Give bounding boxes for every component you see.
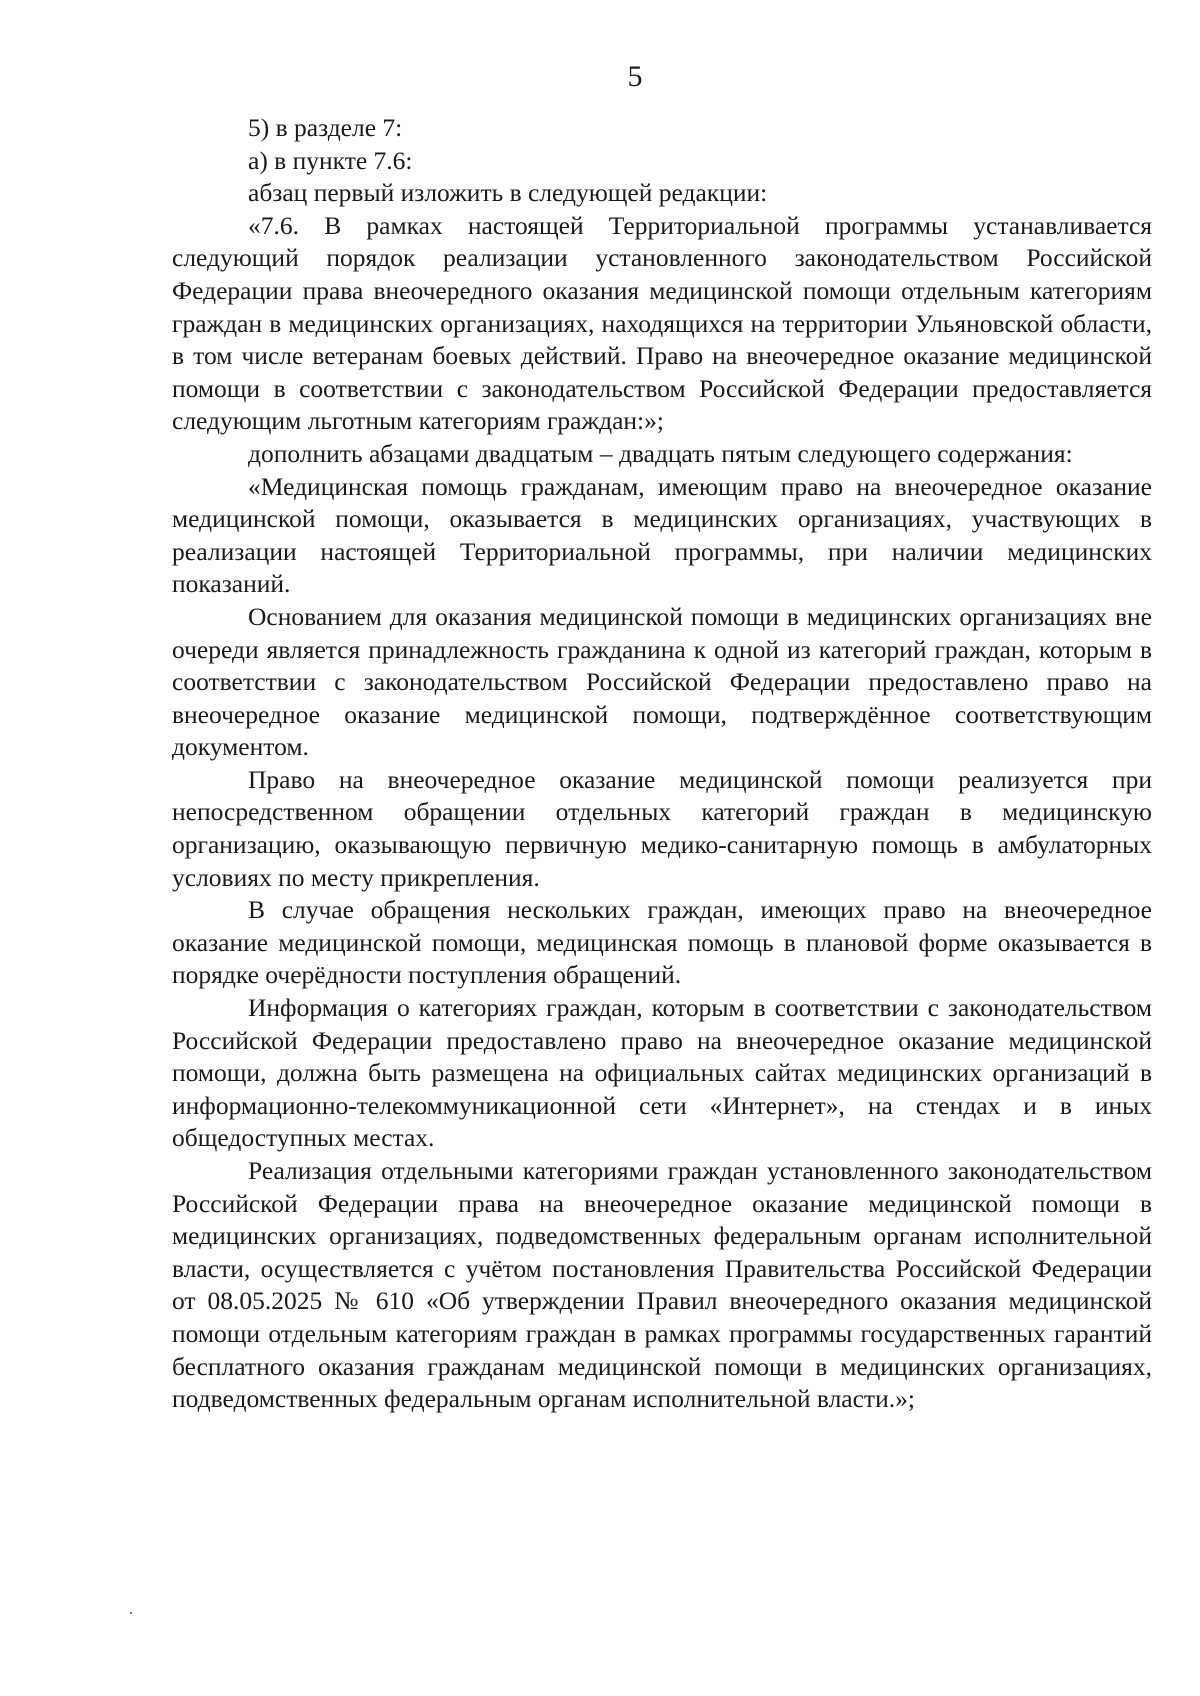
paragraph-supplement: дополнить абзацами двадцатым – двадцать пятым следующего содержания: bbox=[248, 438, 1073, 468]
paragraph-right: Право на внеочередное оказание медицинской помощи реализуется при непосредственном обращении отдельных категорий граждан в медицинскую организацию, оказывающую первичную медико-санитарную помощь в амбулаторных условиях по месту прикрепления. bbox=[172, 764, 1152, 892]
paragraph-basis: Основанием для оказания медицинской помощи в медицинских организациях вне очереди является принадлежность гражданина к одной из категорий граждан, которым в соответствии с законодательством Российской Федерации предоставлено право на внеочередное оказание медицинской помощи, подтверждённое соответствующим документом. bbox=[172, 601, 1152, 762]
paragraph-medical-help: «Медицинская помощь гражданам, имеющим право на внеочередное оказание медицинской помощи, оказывается в медицинских организациях, участвующих в реализации настоящей Территориальной программы, при наличии медицинских показаний. bbox=[172, 471, 1152, 599]
page-number: 5 bbox=[627, 60, 643, 93]
paragraph-implementation: Реализация отдельными категориями граждан установленного законодательством Российской Федерации права на внеочередное оказание медицинской помощи в медицинских организациях, подведомственных федеральным органам исполнительной власти, осуществляется с учётом постановления Правительства Российской Федерации от 08.05.2025 № 610 «Об утверждении Правил внеочередного оказания медицинской помощи отдельным категориям граждан в рамках программы государственных гарантий бесплатного оказания гражданам медицинской помощи в медицинских организациях, подведомственных федеральным органам исполнительной власти.»; bbox=[172, 1156, 1152, 1414]
paragraph-first-abzac: абзац первый изложить в следующей редакции: bbox=[248, 178, 768, 208]
paragraph-information: Информация о категориях граждан, которым в соответствии с законодательством Российской Федерации предоставлено право на внеочередное оказание медицинской помощи, должна быть размещена на официальных сайтах медицинских организаций в информационно-телекоммуникационной сети «Интернет», на стендах и в иных общедоступных местах. bbox=[172, 993, 1152, 1153]
paragraph-item-7-6: а) в пункте 7.6: bbox=[248, 145, 413, 175]
document-body bbox=[172, 112, 1152, 1416]
scan-dot bbox=[130, 1612, 132, 1614]
paragraph-section-7: 5) в разделе 7: bbox=[248, 113, 403, 142]
paragraph-several-citizens: В случае обращения нескольких граждан, имеющих право на внеочередное оказание медицинской помощи, медицинская помощь в плановой форме оказывается в порядке очерёдности поступления обращений. bbox=[172, 895, 1152, 990]
paragraph-7-6-text: «7.6. В рамках настоящей Территориальной программы устанавливается следующий порядок реализации установленного законодательством Российской Федерации права внеочередного оказания медицинской помощи отдельным категориям граждан в медицинских организациях, находящихся на территории Ульяновской области, в том числе ветеранам боевых действий. Право на внеочередное оказание медицинской помощи в соответствии с законодательством Российской Федерации предоставляется следующим льготным категориям граждан:»; bbox=[172, 210, 1152, 436]
